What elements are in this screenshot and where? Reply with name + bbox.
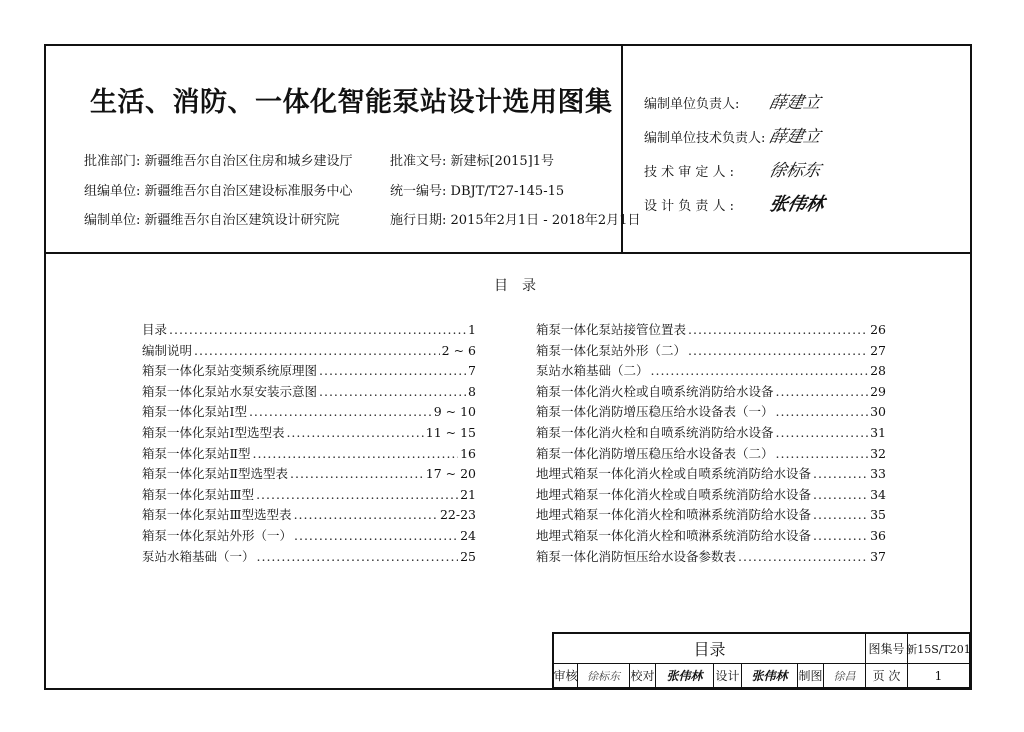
toc-entry-page: 21	[460, 486, 476, 502]
toc-entry-page: 22-23	[439, 507, 476, 523]
drawing-title: 目录	[554, 634, 866, 664]
responsible-row	[644, 190, 827, 216]
toc-entry-title: 地埋式箱泵一体化消火栓和喷淋系统消防给水设备	[536, 527, 812, 543]
leader-dots	[776, 446, 869, 461]
toc-entry-page: 1	[468, 322, 476, 337]
meta-label: 批准文号:	[390, 154, 447, 169]
leader-dots	[257, 549, 459, 564]
toc-entry[interactable]	[536, 341, 886, 362]
meta-value: DBJT/T27-145-15	[450, 184, 565, 199]
editing-org	[84, 180, 353, 199]
toc-entry-page: 27	[870, 342, 886, 358]
leader-dots	[249, 404, 432, 419]
leader-dots	[813, 528, 868, 543]
toc-entry-title: 编制说明	[142, 342, 193, 358]
toc-entry-title: 箱泵一体化泵站接管位置表	[536, 322, 687, 337]
toc-entry[interactable]	[536, 485, 886, 506]
design-signature: 张伟林	[742, 664, 798, 688]
leader-dots	[286, 425, 423, 440]
review-signature: 徐标东	[578, 664, 630, 688]
signature: 徐标东	[767, 161, 823, 181]
meta-label: 统一编号:	[390, 184, 447, 199]
toc-entry[interactable]	[142, 361, 476, 382]
title-block	[552, 632, 970, 688]
leader-dots	[688, 343, 868, 358]
toc-entry[interactable]	[536, 402, 886, 423]
compiling-org	[84, 209, 340, 228]
toc-entry-title: 箱泵一体化泵站外形（一）	[142, 527, 293, 543]
leader-dots	[776, 425, 869, 440]
toc-entry[interactable]	[536, 361, 886, 382]
toc-entry-title: 地埋式箱泵一体化消火栓或自喷系统消防给水设备	[536, 466, 812, 482]
responsible-row	[644, 156, 821, 181]
design-label: 设计	[714, 664, 742, 688]
toc-entry-page: 28	[870, 363, 886, 379]
toc-entry-page: 35	[870, 507, 886, 523]
toc-entry-title: 箱泵一体化消火栓或自喷系统消防给水设备	[536, 383, 774, 399]
header-divider	[621, 46, 623, 252]
toc-entry-title: 箱泵一体化泵站水泵安装示意图	[142, 383, 318, 399]
toc-entry-title: 箱泵一体化泵站Ⅰ型选型表	[142, 424, 285, 440]
toc-entry-title: 泵站水箱基础（一）	[142, 548, 255, 564]
toc-left-column	[142, 320, 476, 567]
toc-entry-page: 37	[870, 548, 886, 564]
toc-right-column	[536, 320, 886, 567]
toc-entry[interactable]	[142, 444, 476, 465]
toc-entry-title: 地埋式箱泵一体化消火栓和喷淋系统消防给水设备	[536, 507, 812, 523]
leader-dots	[169, 322, 466, 337]
toc-entry-page: 24	[460, 527, 476, 543]
toc-entry-title: 泵站水箱基础（二）	[536, 363, 649, 379]
toc-entry[interactable]	[142, 423, 476, 444]
toc-entry-title: 箱泵一体化泵站Ⅲ型	[142, 486, 255, 502]
toc-entry-title: 箱泵一体化泵站Ⅱ型	[142, 445, 251, 461]
unified-number	[390, 180, 564, 199]
approval-dept	[84, 150, 353, 169]
drawing-frame	[44, 44, 972, 690]
leader-dots	[776, 384, 869, 399]
leader-dots	[256, 487, 458, 502]
toc-heading: 目录	[494, 278, 550, 294]
toc-entry[interactable]	[536, 382, 886, 403]
effective-date	[390, 209, 640, 228]
toc-entry[interactable]	[142, 526, 476, 547]
toc-entry-page: 8	[468, 383, 476, 399]
toc-entry-page: 36	[870, 527, 886, 543]
toc-entry[interactable]	[142, 505, 476, 526]
toc-entry[interactable]	[536, 464, 886, 485]
responsible-label: 编制单位技术负责人:	[644, 131, 766, 146]
toc-entry-page: 11 ~ 15	[425, 424, 476, 440]
toc-entry[interactable]	[142, 382, 476, 403]
toc-entry-title: 箱泵一体化消防增压稳压给水设备表（一）	[536, 404, 774, 420]
toc-entry-page: 26	[870, 322, 886, 337]
toc-entry-title: 箱泵一体化泵站Ⅰ型	[142, 404, 247, 420]
toc-entry[interactable]	[536, 444, 886, 465]
toc-entry[interactable]	[536, 526, 886, 547]
approval-doc-no	[390, 150, 554, 169]
leader-dots	[294, 507, 438, 522]
toc-entry[interactable]	[536, 547, 886, 568]
toc-entry-page: 29	[870, 383, 886, 399]
drawing-label: 制图	[798, 664, 824, 688]
leader-dots	[319, 363, 466, 378]
leader-dots	[776, 404, 869, 419]
meta-value: 新疆维吾尔自治区建设标准服务中心	[144, 184, 353, 199]
check-label: 校对	[630, 664, 656, 688]
toc-entry-title: 箱泵一体化消火栓和自喷系统消防给水设备	[536, 424, 774, 440]
leader-dots	[813, 507, 868, 522]
toc-entry-page: 2 ~ 6	[441, 342, 476, 358]
meta-value: 新疆维吾尔自治区建筑设计研究院	[144, 213, 340, 228]
atlas-no: 新15S/T201	[908, 634, 970, 664]
responsible-label: 设 计 负 责 人 :	[644, 199, 735, 214]
meta-label: 批准部门:	[84, 154, 141, 169]
page-number: 1	[908, 664, 970, 688]
toc-entry-page: 25	[460, 548, 476, 564]
leader-dots	[290, 466, 424, 481]
toc-entry[interactable]	[536, 505, 886, 526]
toc-entry-page: 31	[870, 424, 886, 440]
meta-value: 新建标[2015]1号	[450, 154, 555, 169]
leader-dots	[688, 322, 868, 337]
toc-entry-page: 7	[468, 363, 476, 379]
toc-entry-page: 17 ~ 20	[425, 466, 476, 482]
toc-entry[interactable]	[142, 341, 476, 362]
toc-entry[interactable]	[142, 485, 476, 506]
signature: 薛建立	[767, 127, 823, 147]
toc-entry[interactable]	[142, 464, 476, 485]
toc-entry-title: 箱泵一体化泵站变频系统原理图	[142, 363, 318, 379]
leader-dots	[651, 363, 869, 378]
atlas-no-label: 图集号	[866, 634, 908, 664]
toc-entry-title: 箱泵一体化消防恒压给水设备参数表	[536, 548, 737, 564]
check-signature: 张伟林	[656, 664, 714, 688]
review-label: 审核	[554, 664, 578, 688]
toc-entry[interactable]	[142, 547, 476, 568]
meta-label: 编制单位:	[84, 213, 141, 228]
toc-entry-title: 箱泵一体化消防增压稳压给水设备表（二）	[536, 445, 774, 461]
responsible-row	[644, 88, 821, 113]
toc-entry-page: 9 ~ 10	[433, 404, 476, 420]
leader-dots	[813, 466, 868, 481]
toc-entry[interactable]	[142, 402, 476, 423]
signature: 薛建立	[767, 93, 823, 113]
meta-value: 2015年2月1日 - 2018年2月1日	[450, 213, 641, 228]
toc-entry[interactable]	[142, 320, 476, 341]
meta-label: 组编单位:	[84, 184, 141, 199]
responsible-label: 技 术 审 定 人 :	[644, 165, 735, 180]
header-block	[46, 46, 970, 254]
leader-dots	[813, 487, 868, 502]
responsible-row	[644, 122, 821, 147]
toc-entry-page: 34	[870, 486, 886, 502]
drawing-signature: 徐昌	[824, 664, 866, 688]
page-label: 页 次	[866, 664, 908, 688]
meta-value: 新疆维吾尔自治区住房和城乡建设厅	[144, 154, 353, 169]
meta-label: 施行日期:	[390, 213, 447, 228]
toc-entry-title: 箱泵一体化泵站外形（二）	[536, 342, 687, 358]
leader-dots	[253, 446, 459, 461]
signature: 张伟林	[767, 194, 827, 215]
toc-entry-page: 30	[870, 404, 886, 420]
toc-entry[interactable]	[536, 423, 886, 444]
leader-dots	[194, 343, 440, 358]
toc-entry-page: 16	[460, 445, 476, 461]
toc-entry-page: 33	[870, 466, 886, 482]
toc-entry[interactable]	[536, 320, 886, 341]
leader-dots	[738, 549, 868, 564]
toc-entry-title: 目录	[142, 322, 168, 337]
atlas-title: 生活、消防、一体化智能泵站设计选用图集	[90, 87, 613, 118]
leader-dots	[319, 384, 466, 399]
responsible-label: 编制单位负责人:	[644, 97, 740, 112]
toc-entry-title: 地埋式箱泵一体化消火栓或自喷系统消防给水设备	[536, 486, 812, 502]
toc-entry-page: 32	[870, 445, 886, 461]
leader-dots	[294, 528, 458, 543]
toc-entry-title: 箱泵一体化泵站Ⅲ型选型表	[142, 507, 292, 523]
toc-entry-title: 箱泵一体化泵站Ⅱ型选型表	[142, 466, 288, 482]
